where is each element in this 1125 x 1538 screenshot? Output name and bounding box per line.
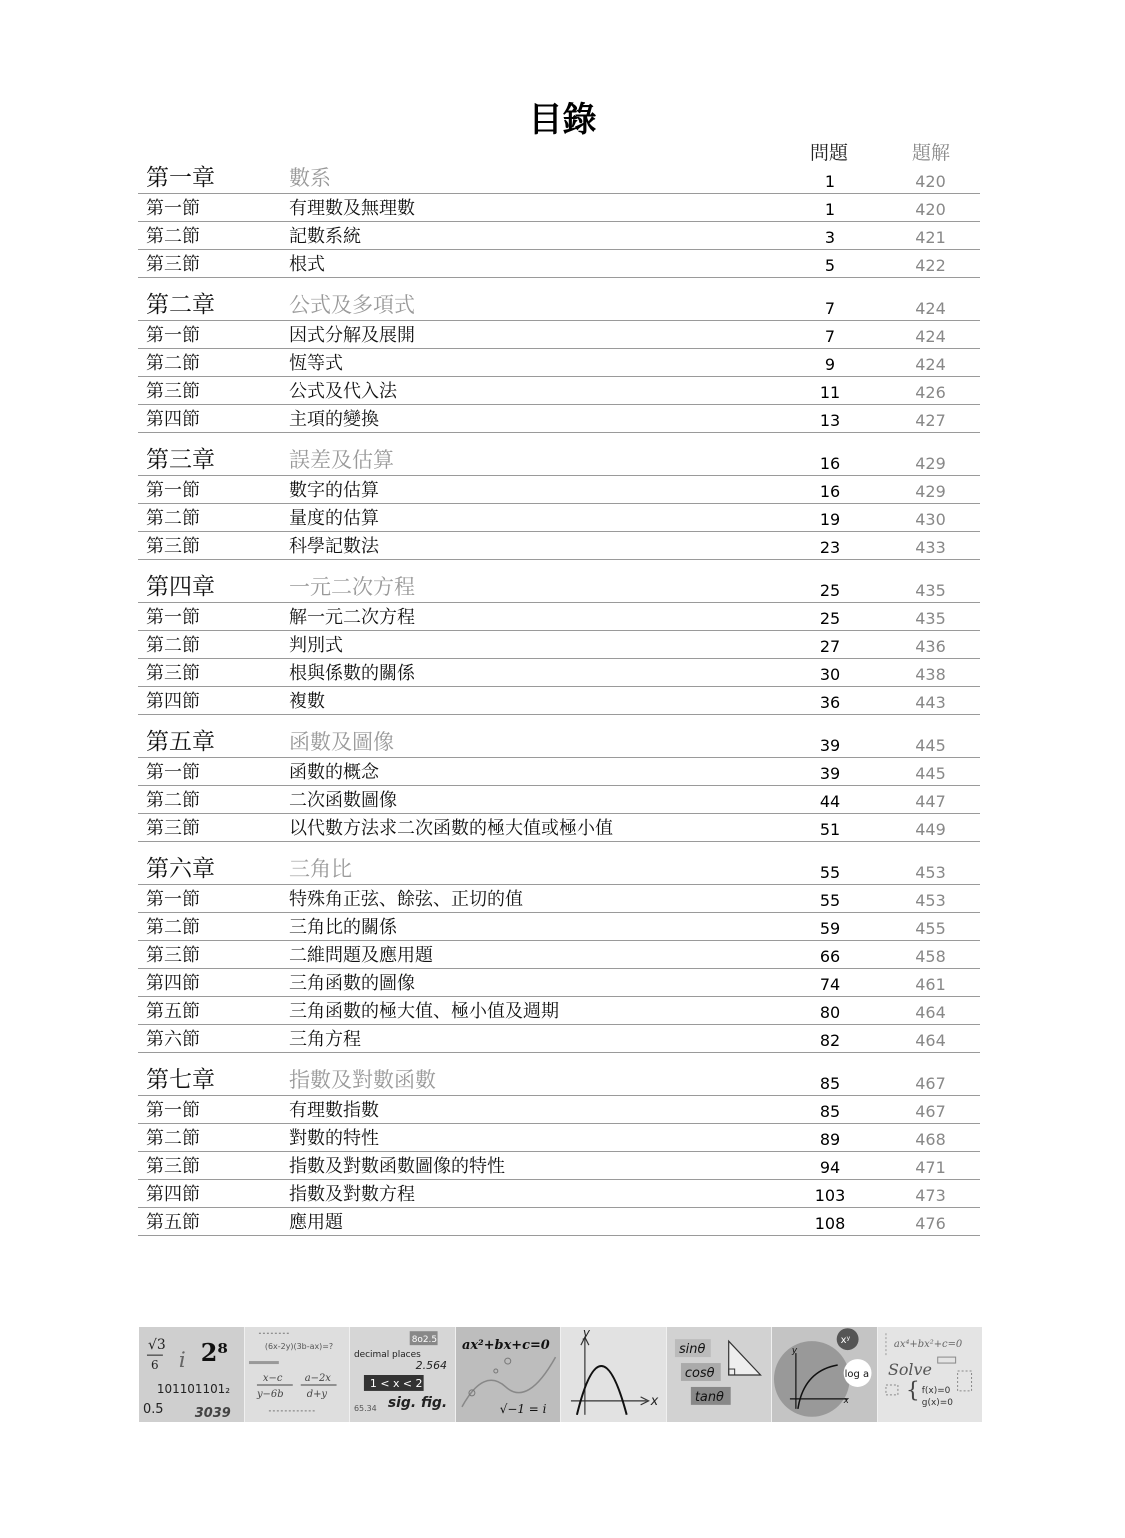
section-number: 第三節 xyxy=(146,536,200,557)
rounding-illustration xyxy=(350,1327,455,1422)
section-number: 第一節 xyxy=(146,607,200,628)
section-row xyxy=(138,1208,980,1236)
solution-page: 464 xyxy=(915,1003,946,1022)
chapter-group xyxy=(138,444,980,560)
section-number: 第一節 xyxy=(146,480,200,501)
section-number: 第三節 xyxy=(146,663,200,684)
problem-page: 30 xyxy=(819,665,841,684)
solution-page: 471 xyxy=(915,1158,946,1177)
section-number: 第二節 xyxy=(146,226,200,247)
solution-page: 429 xyxy=(915,454,946,473)
section-title: 以代數方法求二次函數的極大值或極小值 xyxy=(289,818,613,839)
section-number: 第三節 xyxy=(146,818,200,839)
section-number: 第六節 xyxy=(146,1029,200,1050)
section-number: 第四節 xyxy=(146,691,200,712)
problem-page: 39 xyxy=(819,736,841,755)
section-title: 記數系統 xyxy=(289,226,361,247)
section-row xyxy=(138,250,980,278)
solution-page: 461 xyxy=(915,975,946,994)
banner-text: y xyxy=(582,1327,590,1341)
chapter-row xyxy=(138,444,980,476)
section-title: 根與係數的關係 xyxy=(289,663,415,684)
section-title: 判別式 xyxy=(289,635,343,656)
solution-page: 438 xyxy=(915,665,946,684)
solution-page: 447 xyxy=(915,792,946,811)
section-row xyxy=(138,941,980,969)
solution-page: 420 xyxy=(915,172,946,191)
problem-page: 1 xyxy=(824,200,836,219)
solution-page: 433 xyxy=(915,538,946,557)
problem-page: 59 xyxy=(819,919,841,938)
chapter-group xyxy=(138,571,980,715)
section-row xyxy=(138,1025,980,1053)
section-row xyxy=(138,476,980,504)
section-title: 三角函數的圖像 xyxy=(289,973,415,994)
section-number: 第一節 xyxy=(146,1100,200,1121)
section-number: 第三節 xyxy=(146,1156,200,1177)
section-number: 第四節 xyxy=(146,973,200,994)
problem-page: 39 xyxy=(819,764,841,783)
chapter-row xyxy=(138,571,980,603)
chapter-group xyxy=(138,162,980,278)
section-number: 第五節 xyxy=(146,1001,200,1022)
section-row xyxy=(138,194,980,222)
solution-page: 453 xyxy=(915,891,946,910)
banner-text: 1 < x < 2 xyxy=(369,1376,423,1390)
banner-text: 0.5 xyxy=(142,1401,164,1417)
problem-page: 9 xyxy=(824,355,836,374)
chapter-row xyxy=(138,289,980,321)
problem-page: 25 xyxy=(819,609,841,628)
banner-tile-rounding xyxy=(350,1327,456,1422)
section-title: 函數的概念 xyxy=(289,762,379,783)
solution-page: 427 xyxy=(915,411,946,430)
section-number: 第二節 xyxy=(146,1128,200,1149)
solution-page: 476 xyxy=(915,1214,946,1233)
solution-page: 430 xyxy=(915,510,946,529)
banner-text: x xyxy=(650,1393,659,1409)
section-title: 數字的估算 xyxy=(289,480,379,501)
banner-text: i xyxy=(178,1348,186,1374)
banner-text: 2⁸ xyxy=(200,1339,228,1368)
banner-tile-quadratic xyxy=(456,1327,562,1422)
section-number: 第二節 xyxy=(146,790,200,811)
chapter-number: 第二章 xyxy=(146,292,215,318)
chapter-group xyxy=(138,289,980,433)
solution-page: 420 xyxy=(915,200,946,219)
section-row xyxy=(138,758,980,786)
problem-page: 103 xyxy=(814,1186,846,1205)
banner-text: 6 xyxy=(150,1358,159,1373)
section-number: 第二節 xyxy=(146,635,200,656)
solution-page: 453 xyxy=(915,863,946,882)
section-row xyxy=(138,349,980,377)
section-number: 第三節 xyxy=(146,381,200,402)
section-title: 解一元二次方程 xyxy=(289,607,415,628)
problem-page: 85 xyxy=(819,1102,841,1121)
solution-page: 458 xyxy=(915,947,946,966)
solution-page: 429 xyxy=(915,482,946,501)
solution-page: 443 xyxy=(915,693,946,712)
section-row xyxy=(138,885,980,913)
solution-page: 426 xyxy=(915,383,946,402)
banner-tile-log xyxy=(772,1327,878,1422)
banner-tile-algebra xyxy=(245,1327,351,1422)
section-row xyxy=(138,532,980,560)
banner-text: 8o2.5 xyxy=(411,1335,438,1346)
banner-text: f(x)=0 xyxy=(921,1385,950,1396)
solve-illustration xyxy=(878,1327,983,1422)
banner-text: ax²+bx+c=0 xyxy=(461,1338,550,1354)
section-title: 量度的估算 xyxy=(289,508,379,529)
section-number: 第一節 xyxy=(146,325,200,346)
chapter-number: 第七章 xyxy=(146,1067,215,1093)
section-row xyxy=(138,687,980,715)
problem-page: 16 xyxy=(819,482,841,501)
problem-page: 82 xyxy=(819,1031,841,1050)
column-header-solutions: 題解 xyxy=(911,142,950,164)
banner-text: y xyxy=(791,1346,798,1357)
section-row xyxy=(138,1096,980,1124)
section-title: 對數的特性 xyxy=(289,1128,379,1149)
banner-text: 2.564 xyxy=(415,1359,447,1373)
banner-text: a−2x xyxy=(304,1372,331,1384)
problem-page: 19 xyxy=(819,510,841,529)
solution-page: 445 xyxy=(915,764,946,783)
section-number: 第二節 xyxy=(146,917,200,938)
section-title: 指數及對數函數圖像的特性 xyxy=(289,1156,505,1177)
section-title: 根式 xyxy=(289,254,325,275)
chapter-number: 第一章 xyxy=(146,165,215,191)
solution-page: 464 xyxy=(915,1031,946,1050)
section-title: 公式及代入法 xyxy=(289,381,397,402)
section-title: 三角方程 xyxy=(289,1029,361,1050)
chapter-row xyxy=(138,853,980,885)
quadratic-illustration xyxy=(456,1327,561,1422)
section-row xyxy=(138,222,980,250)
problem-page: 89 xyxy=(819,1130,841,1149)
section-row xyxy=(138,1180,980,1208)
chapter-number: 第六章 xyxy=(146,856,215,882)
banner-text: (6x-2y)(3b-ax)=? xyxy=(264,1342,333,1352)
banner-text: xʸ xyxy=(840,1335,851,1347)
section-title: 有理數及無理數 xyxy=(289,198,415,219)
section-row xyxy=(138,1124,980,1152)
section-row xyxy=(138,504,980,532)
problem-page: 7 xyxy=(824,299,836,318)
chapter-row xyxy=(138,162,980,194)
section-number: 第四節 xyxy=(146,409,200,430)
banner-text: y−6b xyxy=(256,1388,284,1400)
chapter-title: 數系 xyxy=(289,166,331,190)
solution-page: 436 xyxy=(915,637,946,656)
problem-page: 13 xyxy=(819,411,841,430)
chapter-title: 函數及圖像 xyxy=(289,730,394,754)
section-title: 二維問題及應用題 xyxy=(289,945,433,966)
chapter-row xyxy=(138,1064,980,1096)
banner-tile-solve xyxy=(878,1327,983,1422)
chapter-group xyxy=(138,726,980,842)
banner-text: sinθ xyxy=(678,1342,705,1358)
problem-page: 44 xyxy=(819,792,841,811)
banner-text: 3039 xyxy=(194,1405,231,1421)
section-title: 應用題 xyxy=(289,1212,343,1233)
section-row xyxy=(138,997,980,1025)
algebra-illustration xyxy=(245,1327,350,1422)
table-of-contents xyxy=(138,162,980,1247)
section-number: 第四節 xyxy=(146,1184,200,1205)
section-number: 第三節 xyxy=(146,945,200,966)
section-row xyxy=(138,969,980,997)
solution-page: 424 xyxy=(915,327,946,346)
problem-page: 74 xyxy=(819,975,841,994)
problem-page: 3 xyxy=(824,228,836,247)
chapter-title: 誤差及估算 xyxy=(289,448,394,472)
chapter-number: 第五章 xyxy=(146,729,215,755)
section-number: 第二節 xyxy=(146,508,200,529)
banner-text: tanθ xyxy=(694,1389,724,1405)
decorative-banner xyxy=(139,1327,982,1422)
banner-text: 101101101₂ xyxy=(156,1381,231,1396)
banner-text: Solve xyxy=(887,1359,932,1379)
banner-tile-trig xyxy=(667,1327,773,1422)
banner-text: log a xyxy=(844,1368,870,1380)
solution-page: 473 xyxy=(915,1186,946,1205)
banner-tile-graph xyxy=(561,1327,667,1422)
banner-text: ax⁴+bx²+c=0 xyxy=(893,1339,962,1351)
solution-page: 467 xyxy=(915,1074,946,1093)
banner-text: cosθ xyxy=(684,1365,715,1381)
section-number: 第五節 xyxy=(146,1212,200,1233)
section-title: 科學記數法 xyxy=(289,536,379,557)
section-row xyxy=(138,377,980,405)
section-title: 有理數指數 xyxy=(289,1100,379,1121)
problem-page: 85 xyxy=(819,1074,841,1093)
section-row xyxy=(138,913,980,941)
section-number: 第一節 xyxy=(146,198,200,219)
svg-text:{: { xyxy=(905,1377,920,1403)
section-title: 複數 xyxy=(289,691,325,712)
section-row xyxy=(138,659,980,687)
banner-text: 65.34 xyxy=(353,1403,377,1413)
problem-page: 94 xyxy=(819,1158,841,1177)
banner-text: x−c xyxy=(262,1372,282,1384)
section-number: 第一節 xyxy=(146,762,200,783)
section-title: 特殊角正弦、餘弦、正切的值 xyxy=(289,889,523,910)
banner-text: decimal places xyxy=(353,1350,421,1361)
problem-page: 7 xyxy=(824,327,836,346)
banner-text: sig. fig. xyxy=(387,1394,448,1411)
trig-illustration xyxy=(667,1327,772,1422)
section-row xyxy=(138,631,980,659)
section-title: 指數及對數方程 xyxy=(289,1184,415,1205)
problem-page: 11 xyxy=(819,383,841,402)
column-header-problems: 問題 xyxy=(809,142,848,164)
section-row xyxy=(138,603,980,631)
problem-page: 1 xyxy=(824,172,836,191)
chapter-title: 三角比 xyxy=(289,857,352,881)
problem-page: 5 xyxy=(824,256,836,275)
chapter-group xyxy=(138,853,980,1053)
section-title: 二次函數圖像 xyxy=(289,790,397,811)
section-row xyxy=(138,1152,980,1180)
section-row xyxy=(138,786,980,814)
log-graph-icon xyxy=(772,1327,877,1422)
banner-tile-numbers xyxy=(139,1327,245,1422)
problem-page: 108 xyxy=(814,1214,846,1233)
solution-page: 449 xyxy=(915,820,946,839)
problem-page: 55 xyxy=(819,863,841,882)
banner-text: x xyxy=(843,1395,849,1406)
chapter-title: 一元二次方程 xyxy=(289,575,415,599)
section-number: 第三節 xyxy=(146,254,200,275)
problem-page: 16 xyxy=(819,454,841,473)
problem-page: 27 xyxy=(819,637,841,656)
banner-text: g(x)=0 xyxy=(921,1397,953,1408)
problem-page: 36 xyxy=(819,693,841,712)
section-row xyxy=(138,321,980,349)
numbers-illustration xyxy=(139,1327,244,1422)
parabola-graph-icon xyxy=(561,1327,666,1422)
banner-text: √3 xyxy=(147,1337,166,1354)
section-number: 第二節 xyxy=(146,353,200,374)
section-title: 恆等式 xyxy=(289,353,343,374)
solution-page: 455 xyxy=(915,919,946,938)
solution-page: 435 xyxy=(915,581,946,600)
problem-page: 23 xyxy=(819,538,841,557)
chapter-title: 公式及多項式 xyxy=(289,293,415,317)
solution-page: 445 xyxy=(915,736,946,755)
chapter-title: 指數及對數函數 xyxy=(289,1068,436,1092)
chapter-number: 第四章 xyxy=(146,574,215,600)
section-row xyxy=(138,814,980,842)
problem-page: 80 xyxy=(819,1003,841,1022)
problem-page: 25 xyxy=(819,581,841,600)
page-title: 目錄 xyxy=(528,100,597,140)
section-number: 第一節 xyxy=(146,889,200,910)
solution-page: 424 xyxy=(915,355,946,374)
section-row xyxy=(138,405,980,433)
problem-page: 51 xyxy=(819,820,841,839)
section-title: 三角函數的極大值、極小值及週期 xyxy=(289,1001,559,1022)
section-title: 因式分解及展開 xyxy=(289,325,415,346)
solution-page: 421 xyxy=(915,228,946,247)
chapter-row xyxy=(138,726,980,758)
solution-page: 468 xyxy=(915,1130,946,1149)
chapter-group xyxy=(138,1064,980,1236)
problem-page: 66 xyxy=(819,947,841,966)
solution-page: 424 xyxy=(915,299,946,318)
banner-text: √−1 = i xyxy=(499,1401,546,1416)
banner-text: d+y xyxy=(306,1388,327,1400)
solution-page: 422 xyxy=(915,256,946,275)
problem-page: 55 xyxy=(819,891,841,910)
solution-page: 435 xyxy=(915,609,946,628)
section-title: 主項的變換 xyxy=(289,409,379,430)
solution-page: 467 xyxy=(915,1102,946,1121)
section-title: 三角比的關係 xyxy=(289,917,397,938)
chapter-number: 第三章 xyxy=(146,447,215,473)
